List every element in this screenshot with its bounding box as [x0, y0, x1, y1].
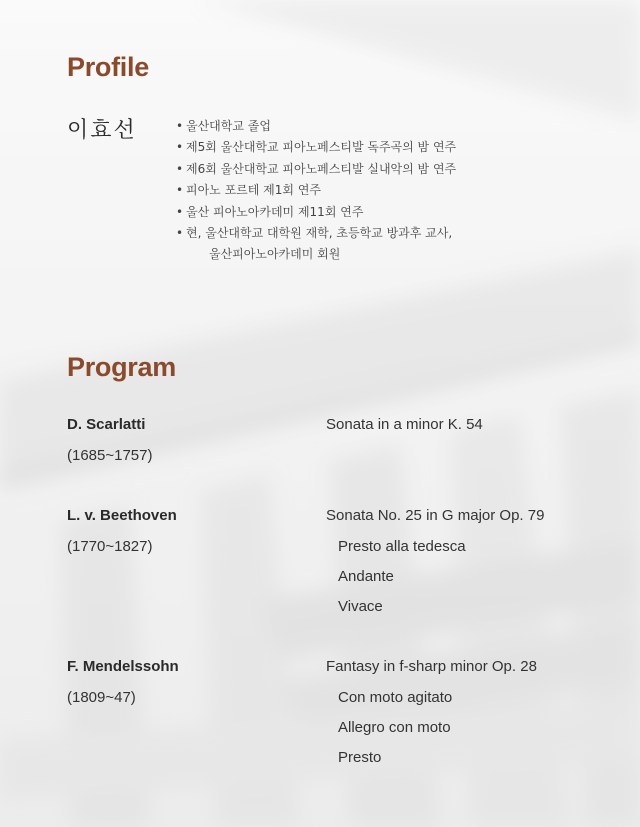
profile-item: • 현, 울산대학교 대학원 재학, 초등학교 방과후 교사, 울산피아노아카데미 회원	[176, 223, 456, 266]
profile-item-continuation: 울산피아노아카데미 회원	[209, 247, 341, 262]
movement: Andante	[338, 568, 394, 585]
composer-name: F. Mendelssohn	[67, 658, 179, 675]
profile-list	[176, 116, 456, 266]
composer-name: L. v. Beethoven	[67, 507, 177, 524]
work-title: Sonata No. 25 in G major Op. 79	[326, 507, 545, 524]
movement: Vivace	[338, 598, 383, 615]
program-heading: Program	[67, 352, 176, 382]
profile-item: • 피아노 포르테 제1회 연주	[176, 183, 321, 198]
composer-years: (1809~47)	[67, 689, 136, 706]
work-title: Sonata in a minor K. 54	[326, 416, 483, 433]
movement: Con moto agitato	[338, 689, 453, 706]
performer-name: 이효선	[67, 118, 137, 143]
composer-name: D. Scarlatti	[67, 416, 146, 433]
movement: Presto alla tedesca	[338, 538, 466, 555]
profile-heading: Profile	[67, 52, 149, 82]
movement: Presto	[338, 749, 382, 766]
work-title: Fantasy in f-sharp minor Op. 28	[326, 658, 537, 675]
movement: Allegro con moto	[338, 719, 451, 736]
profile-item: • 울산 피아노아카데미 제11회 연주	[176, 204, 364, 219]
composer-years: (1770~1827)	[67, 538, 153, 555]
composer-years: (1685~1757)	[67, 447, 153, 464]
profile-item: • 제6회 울산대학교 피아노페스티발 실내악의 밤 연주	[176, 161, 457, 176]
profile-item: • 울산대학교 졸업	[176, 119, 271, 133]
profile-item: • 제5회 울산대학교 피아노페스티발 독주곡의 밤 연주	[176, 140, 457, 155]
